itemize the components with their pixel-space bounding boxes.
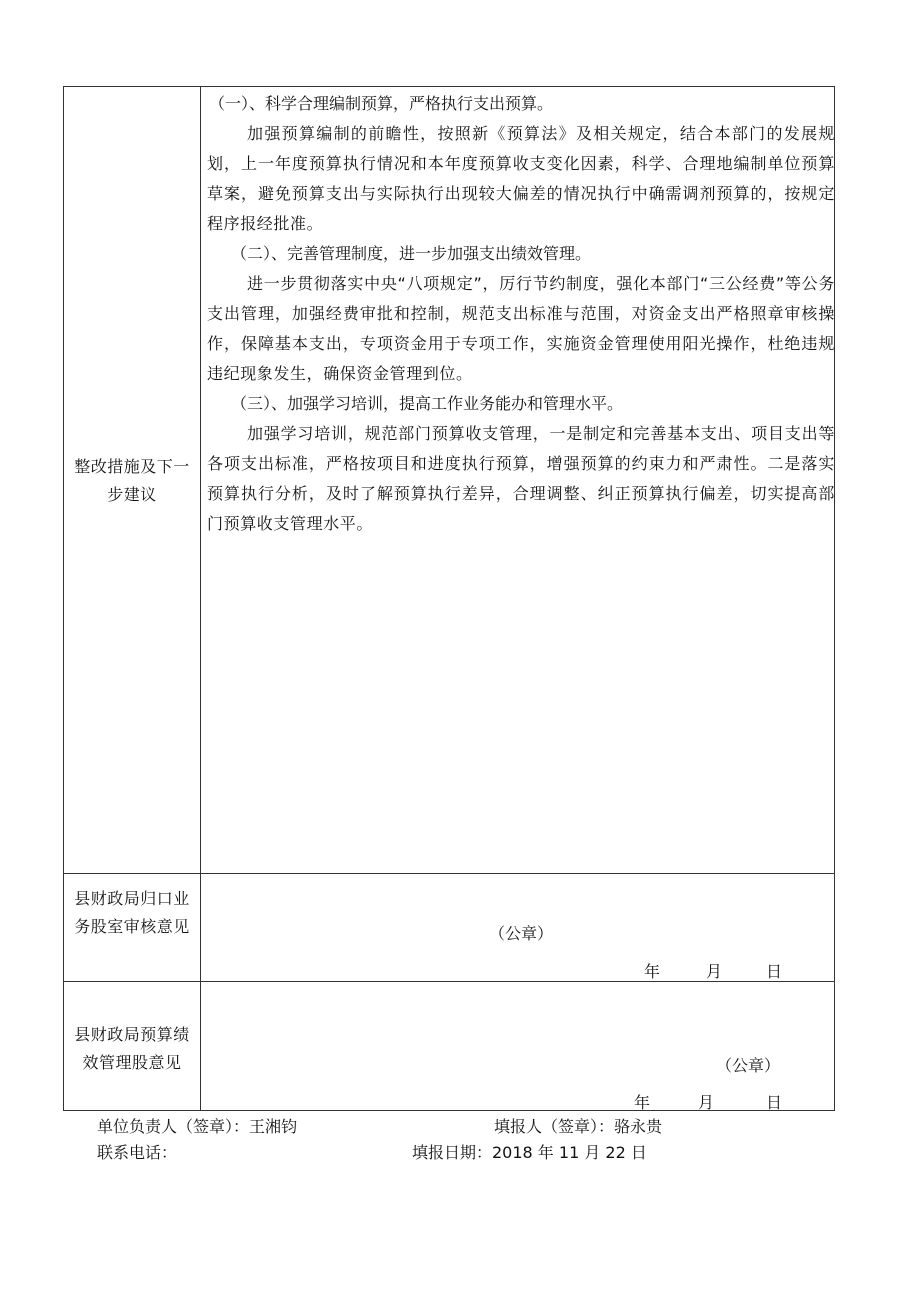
rectification-content [201, 87, 835, 539]
section-2-heading: （二）、完善管理制度，进一步加强支出绩效管理。 [231, 244, 592, 263]
performance-date-year: 年 [634, 1093, 651, 1112]
section-3-body: 加强学习培训，规范部门预算收支管理，一是制定和完善基本支出、项目支出等各项支出标准，严格按项目和进度执行预算，增强预算的约束力和严肃性。二是落实预算执行分析，及时了解预算执行差异，合理调整、纠正预算执行偏差，切实提高部门预算收支管理水平。 [207, 424, 835, 533]
performance-seal: （公章） [716, 1056, 781, 1075]
review-date-day: 日 [766, 962, 783, 981]
performance-date [64, 1090, 836, 1110]
filler-signature: 填报人（签章）：骆永贵 [494, 1117, 663, 1136]
form-table [63, 86, 835, 1111]
performance-date-day: 日 [766, 1093, 783, 1112]
review-seal: （公章） [489, 924, 554, 943]
section-1-body: 加强预算编制的前瞻性，按照新《预算法》及相关规定，结合本部门的发展规划，上一年度预算执行情况和本年度预算收支变化因素，科学、合理地编制单位预算草案，避免预算支出与实际执行出现较大偏差的情况执行中确需调剂预算的，按规定程序报经批准。 [207, 124, 835, 233]
unit-head-signature: 单位负责人（签章）：王湘钧 [97, 1117, 298, 1136]
contact-phone: 联系电话： [97, 1143, 178, 1162]
performance-label: 县财政局预算绩效管理股意见 [74, 1025, 190, 1072]
fill-date: 填报日期：2018 年 11 月 22 日 [412, 1143, 647, 1162]
rectification-label: 整改措施及下一步建议 [74, 457, 190, 504]
review-date-month: 月 [706, 962, 723, 981]
review-date [64, 959, 836, 979]
performance-date-month: 月 [698, 1093, 715, 1112]
section-3-heading: （三）、加强学习培训，提高工作业务能办和管理水平。 [231, 394, 624, 413]
section-1-heading: （一）、科学合理编制预算，严格执行支出预算。 [209, 94, 554, 113]
review-label: 县财政局归口业务股室审核意见 [74, 889, 190, 936]
review-date-year: 年 [644, 962, 661, 981]
section-2-body: 进一步贯彻落实中央“八项规定”，厉行节约制度，强化本部门“三公经费”等公务支出管理，加强经费审批和控制，规范支出标准与范围，对资金支出严格照章审核操作，保障基本支出，专项资金用于专项工作，实施资金管理使用阳光操作，杜绝违规违纪现象发生，确保资金管理到位。 [207, 274, 835, 383]
